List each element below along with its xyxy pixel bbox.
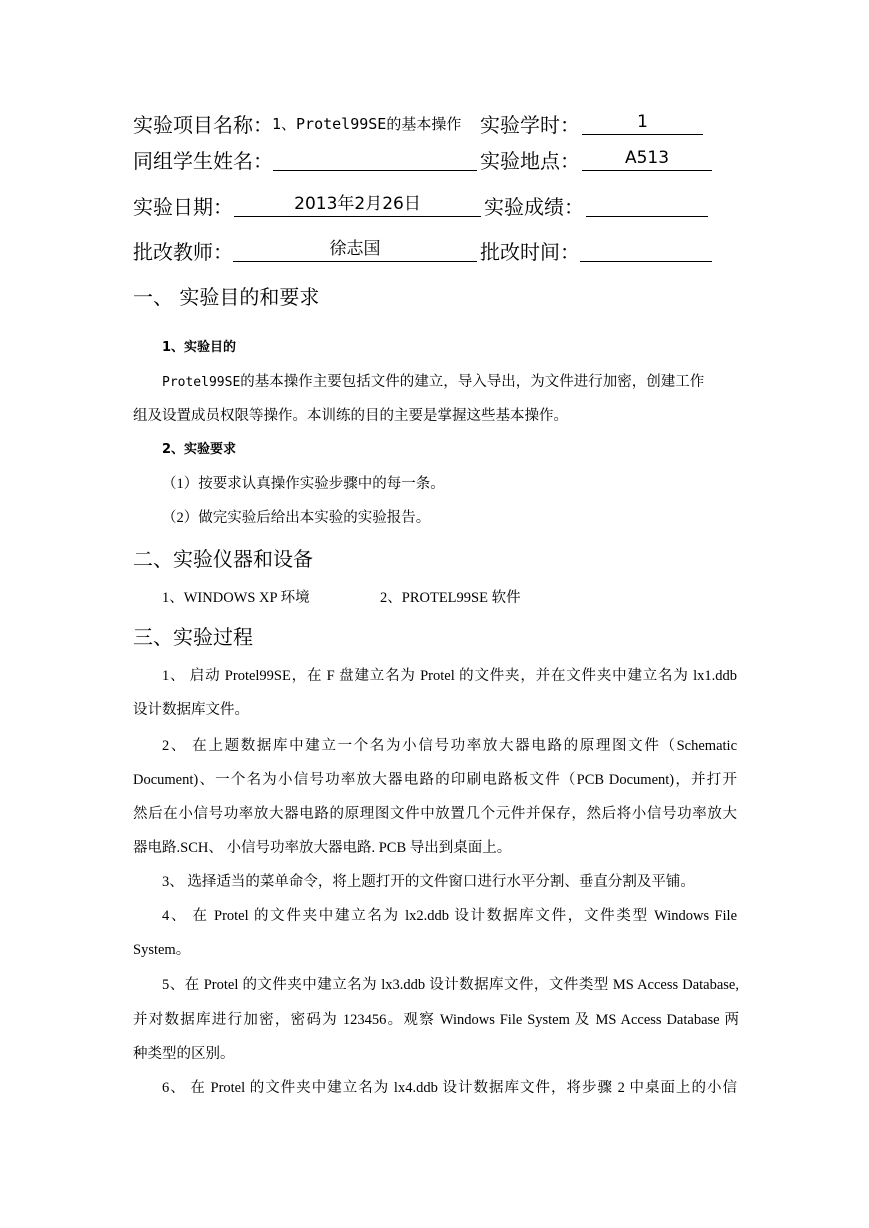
hours-label: 实验学时： (480, 113, 580, 137)
grade-value (586, 192, 708, 217)
requirement-2: （2）做完实验后给出本实验的实验报告。 (162, 510, 431, 526)
section-2-title: 二、实验仪器和设备 (133, 547, 313, 571)
location-value: A513 (582, 146, 712, 171)
paragraph-text: 的基本操作主要包括文件的建立，导入导出，为文件进行加密，创建工作 (240, 374, 705, 390)
project-label: 实验项目名称： (133, 113, 273, 137)
date-value: 2013年2月26日 (234, 192, 481, 217)
step-2-line-4: 器电路.SCH、 小信号功率放大器电路. PCB 导出到桌面上。 (133, 840, 512, 856)
equipment-item-2: 2、PROTEL99SE 软件 (380, 590, 521, 606)
step-5-line-3: 种类型的区别。 (133, 1046, 235, 1062)
date-label: 实验日期： (133, 195, 233, 219)
grade-label: 实验成绩： (484, 195, 584, 219)
step-5-line-1: 5、在 Protel 的文件夹中建立名为 lx3.ddb 设计数据库文件，文件类型 MS Access Database, (162, 977, 739, 993)
step-2-line-3: 然后在小信号功率放大器电路的原理图文件中放置几个元件并保存，然后将小信号功率放大 (133, 806, 737, 822)
section-1-title: 一、 实验目的和要求 (133, 285, 320, 309)
header-row-project (133, 112, 273, 138)
protel-name: Protel99SE (162, 375, 241, 390)
step-1-line-1: 1、 启动 Protel99SE，在 F 盘建立名为 Protel 的文件夹，并在文件夹中建立名为 lx1.ddb (162, 668, 737, 684)
partners-label: 同组学生姓名： (133, 149, 273, 173)
section-1-sub2-title: 2、实验要求 (162, 442, 237, 457)
hours-value: 1 (582, 110, 703, 135)
section-1-paragraph-line-1 (162, 372, 704, 393)
section-1-sub1-title: 1、实验目的 (162, 340, 237, 355)
review-time-value (580, 237, 712, 262)
section-3-title: 三、实验过程 (133, 625, 253, 649)
teacher-value: 徐志国 (233, 237, 477, 262)
section-1-paragraph-line-2: 组及设置成员权限等操作。本训练的目的主要是掌握这些基本操作。 (133, 408, 568, 424)
review-time-label: 批改时间： (480, 240, 580, 264)
step-3-line-1: 3、 选择适当的菜单命令，将上题打开的文件窗口进行水平分割、垂直分割及平铺。 (162, 874, 695, 890)
location-label: 实验地点： (480, 149, 580, 173)
step-4-line-2: System。 (133, 942, 191, 958)
project-value: 1、Protel99SE的基本操作 (272, 115, 462, 133)
step-1-line-2: 设计数据库文件。 (133, 702, 249, 718)
step-2-line-2: Document)、一个名为小信号功率放大器电路的印刷电路板文件（PCB Document)，并打开 (133, 772, 737, 788)
step-4-line-1: 4、 在 Protel 的文件夹中建立名为 lx2.ddb 设计数据库文件，文件类型 Windows File (162, 908, 737, 924)
step-2-line-1: 2、 在上题数据库中建立一个名为小信号功率放大器电路的原理图文件（Schematic (162, 738, 737, 754)
teacher-label: 批改教师： (133, 240, 233, 264)
equipment-item-1: 1、WINDOWS XP 环境 (162, 590, 310, 606)
step-5-line-2: 并对数据库进行加密，密码为 123456。观察 Windows File System 及 MS Access Database 两 (133, 1012, 739, 1028)
requirement-1: （1）按要求认真操作实验步骤中的每一条。 (162, 476, 445, 492)
partners-value (273, 146, 477, 171)
step-6-line-1: 6、 在 Protel 的文件夹中建立名为 lx4.ddb 设计数据库文件，将步骤 2 中桌面上的小信 (162, 1080, 737, 1096)
